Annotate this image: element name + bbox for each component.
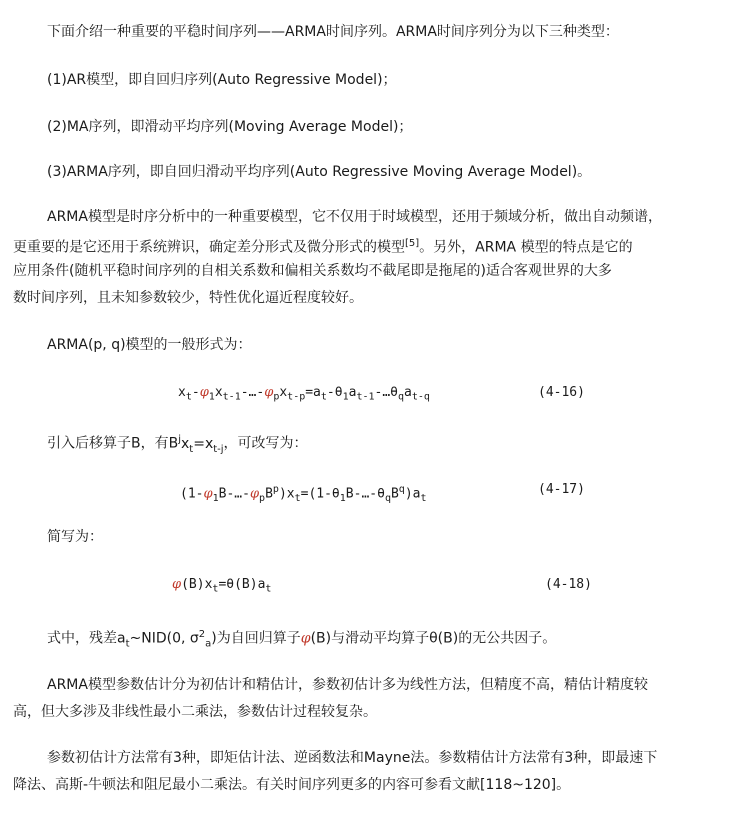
equation-4-18: $\varphi(B)x_t=\theta(B)a_t$ bbox=[172, 577, 272, 595]
residual-description: 式中，残差$a_t\sim NID(0$, $\sigma^2_a$)为自回归算子φ(B)与滑动平均算子θ(B)的无公共因子。 bbox=[47, 629, 557, 650]
estimation-line-2: 高，但大多涉及非线性最小二乘法，参数估计过程较复杂。 bbox=[13, 704, 377, 720]
residual-tail-text: (B)与滑动平均算子θ(B)的无公共因子。 bbox=[310, 630, 557, 647]
estimation-line-1: ARMA模型参数估计分为初估计和精估计，参数初估计多为线性方法，但精度不高，精估计精度较 bbox=[47, 677, 648, 693]
arma-description-line-3: 应用条件(随机平稳时间序列的自相关系数和偏相关系数均不截尾即是拖尾的)适合客观世界的大多 bbox=[13, 263, 612, 279]
residual-operator-text: )为自回归算子 bbox=[211, 630, 301, 647]
backshift-intro-text: 引入后移算子B，有B bbox=[47, 435, 179, 452]
residual-text: 式中，残差a bbox=[47, 630, 126, 647]
arma-description-line-4: 数时间序列，且未知参数较少，特性优化逼近程度较好。 bbox=[13, 290, 363, 306]
residual-distribution: ~NID(0, σ bbox=[129, 630, 199, 647]
phi-symbol: φ bbox=[203, 486, 213, 502]
simplified-heading: 简写为： bbox=[47, 529, 103, 545]
phi-symbol: φ bbox=[199, 385, 209, 400]
phi-symbol: φ bbox=[300, 630, 311, 647]
equation-number-4-16: (4-16) bbox=[538, 385, 585, 400]
phi-symbol: φ bbox=[249, 486, 260, 502]
intro-paragraph: 下面介绍一种重要的平稳时间序列——ARMA时间序列。ARMA时间序列分为以下三种类型： bbox=[47, 24, 619, 40]
arma-description-line-1: ARMA模型是时序分析中的一种重要模型，它不仅用于时域模型，还用于频域分析，做出自动频谱， bbox=[47, 209, 662, 225]
arma-description-text: 更重要的是它还用于系统辨识，确定差分形式及微分形式的模型 bbox=[13, 239, 405, 256]
methods-line-1: 参数初估计方法常有3种，即矩估计法、逆函数法和Mayne法。参数精估计方法常有3种，即最速下 bbox=[47, 750, 658, 766]
type-ma-item: (2)MA序列，即滑动平均序列(Moving Average Model)； bbox=[47, 119, 413, 135]
type-arma-item: (3)ARMA序列，即自回归滑动平均序列(Auto Regressive Moving Average Model)。 bbox=[47, 164, 592, 180]
arma-description-text-tail: 。另外，ARMA 模型的特点是它的 bbox=[419, 239, 633, 256]
backshift-intro-tail: ，可改写为： bbox=[223, 435, 308, 452]
equation-number-4-18: (4-18) bbox=[545, 577, 592, 592]
equation-4-17: $(1-\varphi_1B-\dots-\varphi_pB^p)x_t=(1-\theta_1B-\dots-\theta_qB^q)a_t$ bbox=[180, 484, 427, 504]
backshift-intro: 引入后移算子B，有$B^jx_t=x_{t-j}$，可改写为： bbox=[47, 434, 308, 455]
methods-line-2: 降法、高斯-牛顿法和阻尼最小二乘法。有关时间序列更多的内容可参看文献[118~120]。 bbox=[13, 777, 571, 793]
type-ar-item: (1)AR模型，即自回归序列(Auto Regressive Model)； bbox=[47, 72, 397, 88]
arma-description-line-2 bbox=[13, 234, 633, 258]
general-form-heading: ARMA(p, q)模型的一般形式为： bbox=[47, 337, 252, 353]
equation-4-16: $x_t-\varphi_1x_{t-1}-\dots-\varphi_px_{t-p}=a_t-\theta_1a_{t-1}-\dots\theta_qa_{t-q}$ bbox=[178, 385, 430, 403]
phi-symbol: φ bbox=[172, 577, 182, 592]
equation-number-4-17: (4-17) bbox=[538, 482, 585, 497]
phi-symbol: φ bbox=[264, 385, 274, 400]
reference-citation: [5] bbox=[405, 238, 420, 249]
